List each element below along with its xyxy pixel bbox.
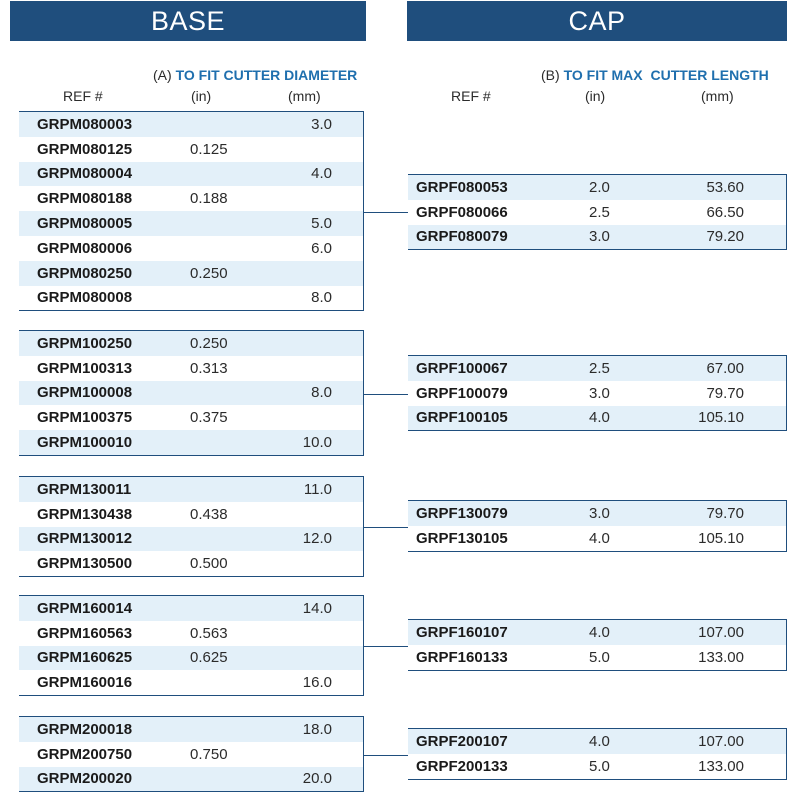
- base-table-row: [19, 112, 363, 137]
- base-banner: [10, 1, 366, 41]
- base-ref-cell: GRPM080003: [37, 115, 133, 133]
- base-ref-cell: GRPM080125: [37, 140, 133, 158]
- cap-inch-cell: 3.0: [589, 228, 610, 246]
- base-ref-cell: GRPM200018: [37, 720, 133, 738]
- base-table-row: [19, 502, 363, 527]
- base-table-row: [19, 477, 363, 502]
- base-mm-cell: 18.0: [302, 720, 332, 738]
- base-inch-cell: 0.375: [190, 409, 228, 427]
- base-mm-cell: 8.0: [311, 289, 332, 307]
- cap-ref-cell: GRPF080079: [416, 228, 508, 246]
- cap-table-row: [408, 175, 786, 200]
- base-col-mm-heading: (mm): [288, 88, 321, 104]
- base-ref-cell: GRPM130012: [37, 530, 133, 548]
- base-ref-cell: GRPM080188: [37, 190, 133, 208]
- cap-table-row: [408, 406, 786, 431]
- cap-table-row: [408, 501, 786, 526]
- cap-ref-cell: GRPF100105: [416, 409, 508, 427]
- base-ref-cell: GRPM100008: [37, 384, 133, 402]
- cap-col-b-prefix: (B): [541, 67, 560, 83]
- cap-col-in-heading: (in): [585, 88, 606, 104]
- cap-ref-cell: GRPF130105: [416, 529, 508, 547]
- cap-table-row: [408, 645, 786, 670]
- base-table-row: [19, 236, 363, 261]
- cap-inch-cell: 4.0: [589, 529, 610, 547]
- cap-inch-cell: 4.0: [589, 732, 610, 750]
- base-mm-cell: 16.0: [302, 674, 332, 692]
- base-inch-cell: 0.250: [190, 264, 228, 282]
- base-inch-cell: 0.188: [190, 190, 228, 208]
- cap-inch-cell: 2.5: [589, 203, 610, 221]
- base-col-ref-heading: REF #: [63, 88, 103, 104]
- base-ref-cell: GRPM130500: [37, 555, 133, 573]
- base-inch-cell: 0.500: [190, 555, 228, 573]
- base-table-row: [19, 621, 363, 646]
- cap-col-ref-heading: REF #: [451, 88, 491, 104]
- cap-ref-cell: GRPF200133: [416, 757, 508, 775]
- cap-title: CAP: [568, 5, 626, 36]
- cap-group-1: [408, 174, 787, 250]
- base-group-5: [19, 716, 364, 792]
- base-ref-cell: GRPM100250: [37, 334, 133, 352]
- group-connector-4: [364, 646, 408, 647]
- cap-mm-cell: 79.20: [706, 228, 744, 246]
- cap-col-b-title-1: TO FIT MAX: [563, 67, 643, 83]
- cap-table-row: [408, 526, 786, 551]
- base-ref-cell: GRPM160625: [37, 649, 133, 667]
- cap-inch-cell: 3.0: [589, 384, 610, 402]
- cap-table-row: [408, 200, 786, 225]
- cap-mm-cell: 133.00: [698, 648, 744, 666]
- cap-table-row: [408, 729, 786, 754]
- cap-mm-cell: 107.00: [698, 623, 744, 641]
- base-table-row: [19, 596, 363, 621]
- cap-mm-cell: 67.00: [706, 359, 744, 377]
- base-mm-cell: 3.0: [311, 115, 332, 133]
- base-ref-cell: GRPM100313: [37, 359, 133, 377]
- cap-ref-cell: GRPF160133: [416, 648, 508, 666]
- cap-mm-cell: 79.70: [706, 384, 744, 402]
- base-table-row: [19, 430, 363, 455]
- group-connector-2: [364, 394, 408, 395]
- cap-col-mm-heading: (mm): [701, 88, 734, 104]
- base-inch-cell: 0.250: [190, 334, 228, 352]
- cap-ref-cell: GRPF130079: [416, 504, 508, 522]
- cap-inch-cell: 2.0: [589, 178, 610, 196]
- base-ref-cell: GRPM080006: [37, 239, 133, 257]
- base-group-2: [19, 330, 364, 456]
- base-col-a-prefix: (A): [153, 67, 172, 83]
- base-mm-cell: 14.0: [302, 599, 332, 617]
- base-ref-cell: GRPM080250: [37, 264, 133, 282]
- base-inch-cell: 0.125: [190, 140, 228, 158]
- base-ref-cell: GRPM100375: [37, 409, 133, 427]
- cap-mm-cell: 66.50: [706, 203, 744, 221]
- group-connector-5: [364, 755, 408, 756]
- cap-table-row: [408, 225, 786, 250]
- base-inch-cell: 0.750: [190, 745, 228, 763]
- base-table-row: [19, 405, 363, 430]
- cap-group-3: [408, 500, 787, 552]
- cap-ref-cell: GRPF200107: [416, 732, 508, 750]
- base-mm-cell: 12.0: [302, 530, 332, 548]
- cap-inch-cell: 5.0: [589, 648, 610, 666]
- cap-group-2: [408, 355, 787, 431]
- base-mm-cell: 20.0: [302, 770, 332, 788]
- base-ref-cell: GRPM200020: [37, 770, 133, 788]
- base-table-row: [19, 742, 363, 767]
- base-inch-cell: 0.563: [190, 624, 228, 642]
- base-mm-cell: 10.0: [302, 434, 332, 452]
- base-group-1: [19, 111, 364, 311]
- base-ref-cell: GRPM080005: [37, 215, 133, 233]
- base-inch-cell: 0.313: [190, 359, 228, 377]
- base-table-row: [19, 331, 363, 356]
- base-col-a-heading: [153, 67, 357, 83]
- cap-table-row: [408, 620, 786, 645]
- cap-mm-cell: 79.70: [706, 504, 744, 522]
- base-table-row: [19, 137, 363, 162]
- base-table-row: [19, 551, 363, 576]
- cap-ref-cell: GRPF100067: [416, 359, 508, 377]
- cap-group-4: [408, 619, 787, 671]
- cap-ref-cell: GRPF160107: [416, 623, 508, 641]
- base-table-row: [19, 261, 363, 286]
- base-table-row: [19, 211, 363, 236]
- cap-inch-cell: 2.5: [589, 359, 610, 377]
- base-table-row: [19, 286, 363, 311]
- base-table-row: [19, 162, 363, 187]
- base-mm-cell: 11.0: [303, 480, 332, 498]
- base-group-3: [19, 476, 364, 577]
- cap-ref-cell: GRPF080053: [416, 178, 508, 196]
- cap-mm-cell: 105.10: [698, 409, 744, 427]
- cap-ref-cell: GRPF080066: [416, 203, 508, 221]
- base-ref-cell: GRPM160563: [37, 624, 133, 642]
- base-ref-cell: GRPM130011: [37, 480, 132, 498]
- cap-mm-cell: 105.10: [698, 529, 744, 547]
- base-mm-cell: 5.0: [311, 215, 332, 233]
- base-title: BASE: [150, 5, 226, 36]
- base-mm-cell: 8.0: [311, 384, 332, 402]
- cap-inch-cell: 4.0: [589, 623, 610, 641]
- cap-inch-cell: 5.0: [589, 757, 610, 775]
- base-group-4: [19, 595, 364, 696]
- base-table-row: [19, 767, 363, 792]
- base-col-a-title: TO FIT CUTTER DIAMETER: [175, 67, 358, 83]
- base-inch-cell: 0.438: [190, 505, 228, 523]
- base-inch-cell: 0.625: [190, 649, 228, 667]
- base-table-row: [19, 381, 363, 406]
- cap-table-row: [408, 381, 786, 406]
- group-connector-1: [364, 212, 408, 213]
- cap-mm-cell: 53.60: [706, 178, 744, 196]
- base-table-row: [19, 527, 363, 552]
- base-table-row: [19, 646, 363, 671]
- cap-table-row: [408, 356, 786, 381]
- cap-table-row: [408, 754, 786, 779]
- base-col-in-heading: (in): [191, 88, 212, 104]
- base-ref-cell: GRPM100010: [37, 434, 133, 452]
- cap-banner: [407, 1, 787, 41]
- base-ref-cell: GRPM080008: [37, 289, 133, 307]
- cap-col-b-heading: [541, 67, 769, 83]
- base-table-row: [19, 670, 363, 695]
- base-mm-cell: 4.0: [311, 165, 332, 183]
- group-connector-3: [364, 527, 408, 528]
- cap-col-b-title-2: CUTTER LENGTH: [650, 67, 769, 83]
- cap-mm-cell: 107.00: [698, 732, 744, 750]
- cap-mm-cell: 133.00: [698, 757, 744, 775]
- base-ref-cell: GRPM200750: [37, 745, 133, 763]
- base-ref-cell: GRPM080004: [37, 165, 133, 183]
- cap-inch-cell: 4.0: [589, 409, 610, 427]
- base-ref-cell: GRPM130438: [37, 505, 133, 523]
- cap-inch-cell: 3.0: [589, 504, 610, 522]
- base-mm-cell: 6.0: [311, 239, 332, 257]
- base-table-row: [19, 717, 363, 742]
- base-table-row: [19, 356, 363, 381]
- base-ref-cell: GRPM160016: [37, 674, 133, 692]
- base-table-row: [19, 186, 363, 211]
- cap-group-5: [408, 728, 787, 780]
- cap-ref-cell: GRPF100079: [416, 384, 508, 402]
- base-ref-cell: GRPM160014: [37, 599, 133, 617]
